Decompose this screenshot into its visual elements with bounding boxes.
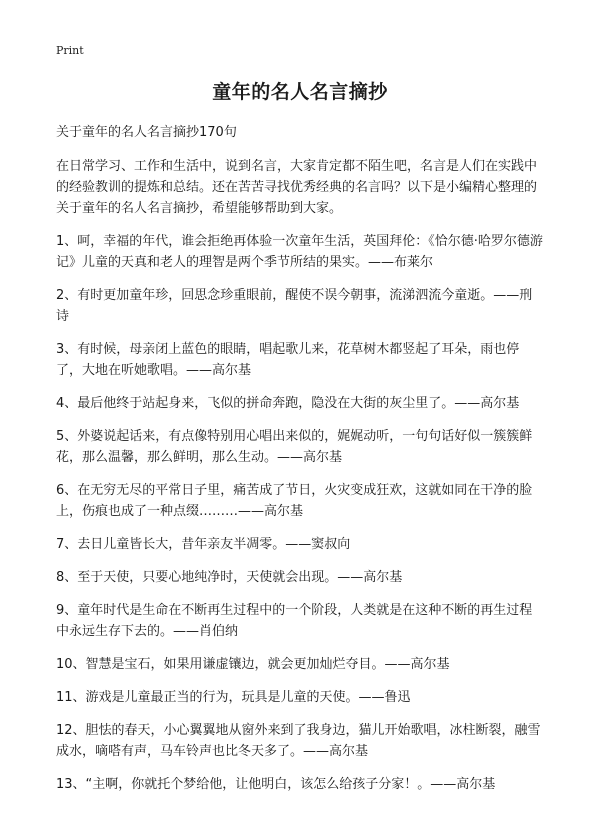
quote-item: 8、至于天使，只要心地纯净时，天使就会出现。——高尔基 [56,570,403,585]
quote-list [56,231,544,795]
quote-item: 9、童年时代是生命在不断再生过程中的一个阶段，人类就是在这种不断的再生过程中永远生存下去的。——肖伯纳 [56,603,533,639]
quote-item: 7、去日儿童皆长大，昔年亲友半凋零。——窦叔向 [56,537,351,552]
page-subtitle: 关于童年的名人名言摘抄170句 [56,125,237,140]
quote-item: 4、最后他终于站起身来，飞似的拼命奔跑，隐没在大街的灰尘里了。——高尔基 [56,396,520,411]
print-label: Print [56,44,84,57]
quote-item: 5、外婆说起话来，有点像特别用心唱出来似的，娓娓动听，一句句话好似一簇簇鲜花，那么温馨，那么鲜明，那么生动。——高尔基 [56,429,533,465]
quote-item: 11、游戏是儿童最正当的行为，玩具是儿童的天使。——鲁迅 [56,690,411,705]
quote-item: 13、“主啊，你就托个梦给他，让他明白，该怎么给孩子分家！。——高尔基 [56,777,496,792]
quote-item: 10、智慧是宝石，如果用谦虚镶边，就会更加灿烂夺目。——高尔基 [56,657,450,672]
quote-item: 6、在无穷无尽的平常日子里，痛苦成了节日，火灾变成狂欢，这就如同在干净的脸上，伤痕也成了一种点缀………——高尔基 [56,483,533,519]
quote-item: 1、呵，幸福的年代，谁会拒绝再体验一次童年生活，英国拜伦：《恰尔德·哈罗尔德游记》儿童的天真和老人的理智是两个季节所结的果实。——布莱尔 [56,234,543,270]
intro-paragraph: 在日常学习、工作和生活中，说到名言，大家肯定都不陌生吧，名言是人们在实践中的经验教训的提炼和总结。还在苦苦寻找优秀经典的名言吗？以下是小编精心整理的关于童年的名人名言摘抄，希望能够帮助到大家。 [56,159,538,216]
quote-item: 2、有时更加童年珍，回思念珍重眼前，醒使不误今朝事，流涕泗流今童逝。——刑诗 [56,288,533,324]
page-title: 童年的名人名言摘抄 [212,81,388,103]
quote-item: 3、有时候，母亲闭上蓝色的眼睛，唱起歌儿来，花草树木都竖起了耳朵，雨也停了，大地在听她歌唱。——高尔基 [56,342,520,378]
quote-item: 12、胆怯的春天，小心翼翼地从窗外来到了我身边，猫儿开始歌唱，冰柱断裂，融雪成水，嘀嗒有声，马车铃声也比冬天多了。——高尔基 [56,723,541,759]
